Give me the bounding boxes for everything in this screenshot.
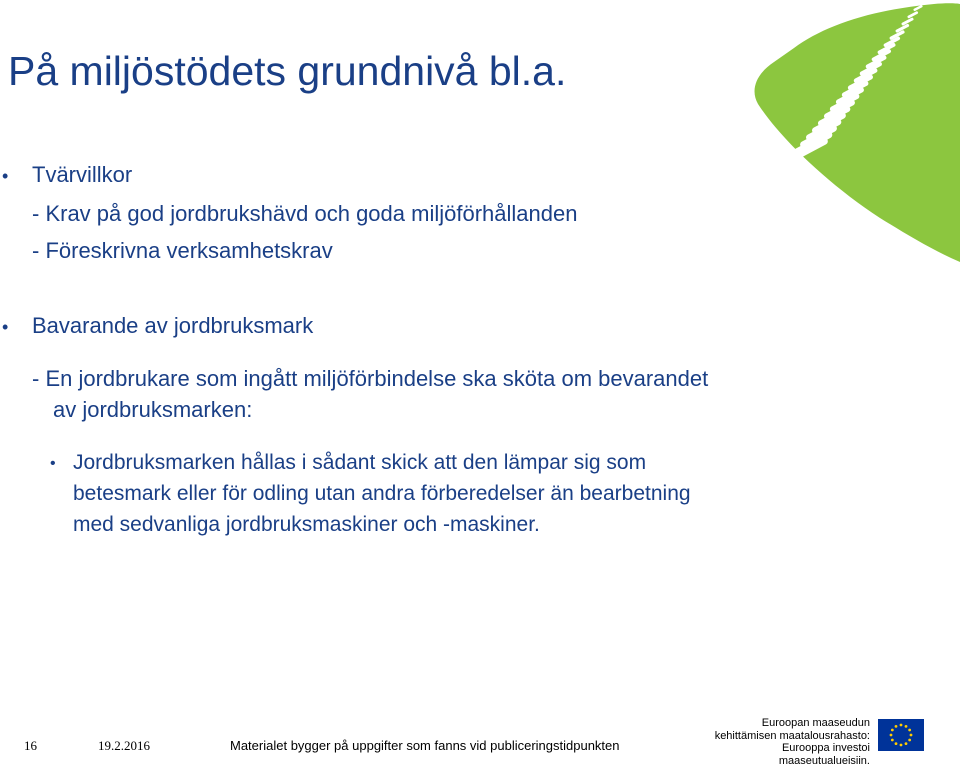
subitem-line: - Föreskrivna verksamhetskrav [32, 238, 333, 263]
eu-funding-text [690, 717, 870, 767]
eu-star [900, 724, 903, 727]
nested-text-line: betesmark eller för odling utan andra förberedelser än bearbetning [73, 482, 691, 505]
eu-line: kehittämisen maatalousrahasto: [714, 729, 870, 742]
bullet-tvarvillkor: Tvärvillkor [32, 162, 133, 187]
agency-logo [720, 0, 960, 262]
eu-star [890, 734, 893, 737]
eu-star [908, 729, 911, 732]
eu-star [891, 729, 894, 732]
bullet-marker: • [2, 317, 9, 337]
eu-star [895, 742, 898, 745]
footer-date: 19.2.2016 [98, 738, 150, 753]
nested-text-line: med sedvanliga jordbruksmaskiner och -maskiner. [73, 513, 540, 536]
subitem-line: - En jordbrukare som ingått miljöförbindelse ska sköta om bevarandet [32, 366, 709, 391]
footer-note: Materialet bygger på uppgifter som fanns vid publiceringstidpunkten [230, 738, 620, 753]
eu-star [905, 742, 908, 745]
eu-star [900, 744, 903, 747]
eu-star [891, 739, 894, 742]
nested-text-line: Jordbruksmarken hållas i sådant skick att den lämpar sig som [73, 451, 647, 474]
subitem-line: av jordbruksmarken: [53, 397, 253, 422]
eu-star [910, 734, 913, 737]
bullet-bavarande: Bavarande av jordbruksmark [32, 313, 314, 338]
eu-star [908, 739, 911, 742]
eu-flag-icon [878, 719, 924, 751]
eu-line: Eurooppa investoi maaseutualueisiin. [778, 742, 870, 767]
subitem-line: - Krav på god jordbrukshävd och goda miljöförhållanden [32, 201, 578, 226]
eu-star [905, 725, 908, 728]
bullet-marker: • [2, 166, 9, 186]
eu-line: Euroopan maaseudun [761, 717, 870, 729]
slide-title: På miljöstödets grundnivå bl.a. [8, 48, 567, 94]
eu-star [895, 725, 898, 728]
nested-bullet-marker: • [50, 455, 56, 472]
page-number: 16 [24, 738, 37, 753]
